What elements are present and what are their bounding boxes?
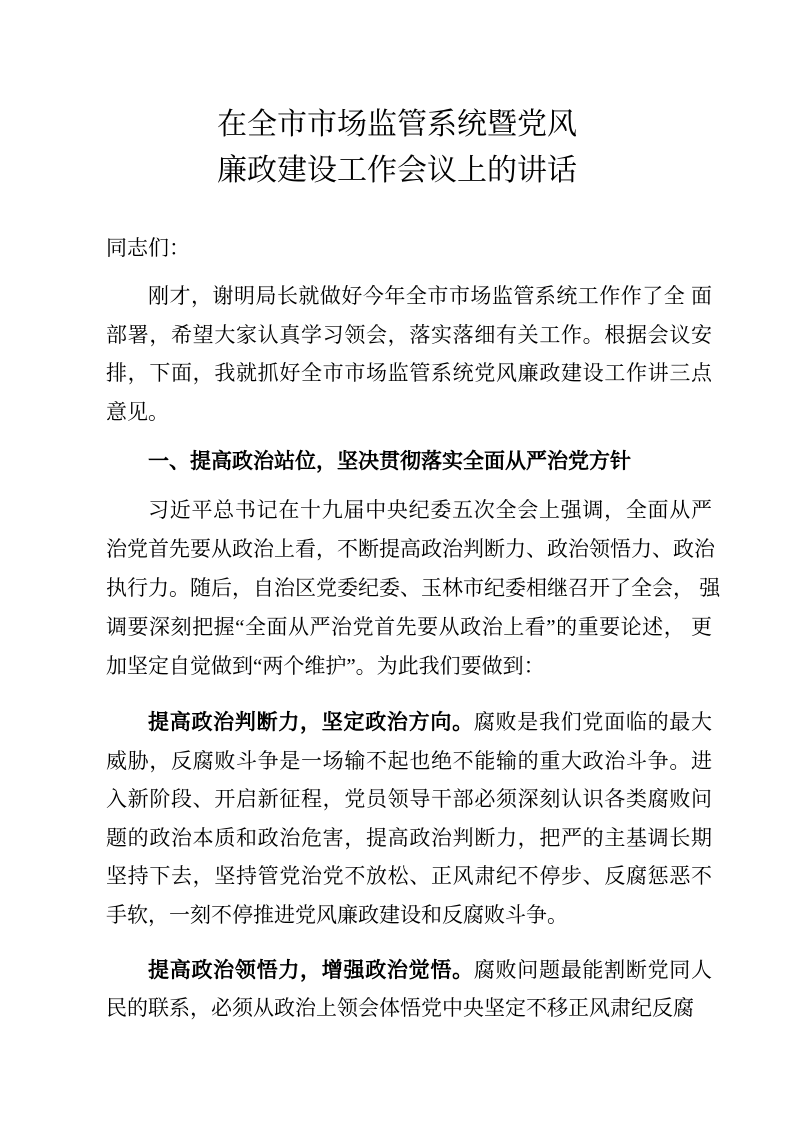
text: 腐败问题最能割断党同人 (473, 958, 713, 982)
lead-text: 提高政治领悟力，增强政治觉悟。 (148, 959, 474, 982)
lead-text: 提高政治判断力，坚定政治方向。 (148, 711, 474, 734)
text-line: 部署，希望大家认真学习领会，落实落细有关工作。根据会议安 (106, 323, 712, 347)
text-line (106, 709, 712, 736)
title-line: 在全市市场监管系统暨党风 (217, 108, 577, 141)
text-line (106, 957, 712, 984)
text-line: 入新阶段、开启新征程，党员领导干部必须深刻认识各类腐败问 (106, 787, 712, 811)
text-line: 威胁，反腐败斗争是一场输不起也绝不能输的重大政治斗争。进 (106, 749, 712, 773)
text: 腐败是我们党面临的最大 (473, 710, 713, 734)
title-line: 廉政建设工作会议上的讲话 (217, 154, 577, 187)
text-line: 加坚定自觉做到“两个维护”。为此我们要做到： (106, 654, 545, 678)
text-line: 意见。 (106, 400, 169, 424)
text-line: 题的政治本质和政治危害，提高政治判断力，把严的主基调长期 (106, 826, 712, 850)
text-line: 手软，一刻不停推进党风廉政建设和反腐败斗争。 (106, 903, 568, 927)
text-line: 排，下面，我就抓好全市市场监管系统党风廉政建设工作讲三点 (106, 361, 712, 385)
text-line: 治党首先要从政治上看，不断提高政治判断力、政治领悟力、政治 (106, 537, 715, 561)
text-line: 刚才，谢明局长就做好今年全市市场监管系统工作作了全 面 (148, 284, 712, 308)
text-line: 民的联系，必须从政治上领会体悟党中央坚定不移正风肃纪反腐 (106, 996, 694, 1020)
section-heading (106, 448, 712, 475)
heading-text: 一、提高政治站位，坚决贯彻落实全面从严治党方针 (148, 450, 631, 473)
text-line: 调要深刻把握“全面从严治党首先要从政治上看”的重要论述， 更 (106, 615, 712, 639)
text-line: 执行力。随后，自治区党委纪委、玉林市纪委相继召开了全会， 强 (106, 576, 721, 600)
salutation: 同志们： (106, 236, 190, 260)
text-line: 习近平总书记在十九届中央纪委五次全会上强调，全面从严 (148, 498, 712, 522)
text-line: 坚持下去，坚持管党治党不放松、正风肃纪不停步、反腐惩恶不 (106, 864, 712, 888)
